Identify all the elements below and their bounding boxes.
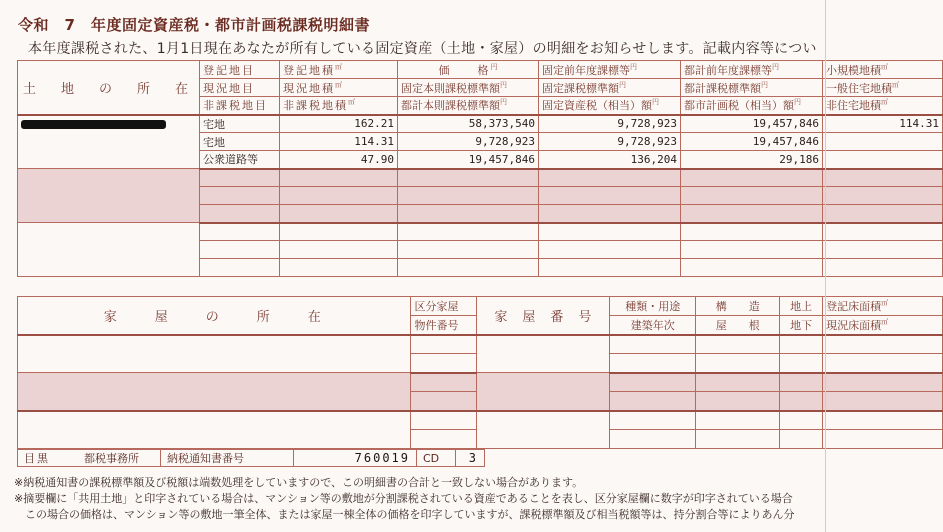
- land-location-header: 土 地 の 所 在: [18, 61, 200, 115]
- current-area-header: 現況地積㎡: [280, 79, 398, 97]
- tax-office-label: 都税事務所: [78, 450, 161, 467]
- registry-area-header: 登記地積㎡: [280, 61, 398, 79]
- table-row: [18, 223, 943, 241]
- current-category-value: 宅地: [200, 133, 280, 151]
- city-base-standard-value: 19,457,846: [398, 151, 539, 169]
- price-header: 価 格$^円$: [398, 61, 539, 79]
- fixed-tax-standard-value: 9,728,923: [539, 133, 681, 151]
- table-row: [18, 411, 943, 430]
- fixed-base-standard-value: 9,728,923: [398, 133, 539, 151]
- city-base-standard-header: 都計本則課税標準額$^円$: [398, 97, 539, 115]
- type-header: 種類・用途: [610, 297, 696, 316]
- property-number-header: 物件番号: [411, 316, 477, 335]
- nonresidential-value: [823, 151, 943, 169]
- table-row: [18, 115, 943, 133]
- city-prev-standard-value: 19,457,846: [681, 115, 823, 133]
- unit-header: 区分家屋: [411, 297, 477, 316]
- note-1: ※納税通知書の課税標準額及び税額は端数処理をしていますので、この明細書の合計と一致しない場合があります。: [14, 476, 584, 489]
- land-table: [17, 60, 943, 277]
- nontaxable-area-header: 非課税地積㎡: [280, 97, 398, 115]
- note-3: この場合の価格は、マンション等の敷地一筆全体、または家屋一棟全体の価格を印字していますが、課税標準額及び相当税額等は、持分割合等によりあん分: [14, 508, 795, 521]
- fixed-tax-amount-value: 136,204: [539, 151, 681, 169]
- current-category-header: 現況地目: [200, 79, 280, 97]
- document-title: 令和 7 年度固定資産税・都市計画税課税明細書: [18, 16, 370, 34]
- fixed-tax-standard-header: 固定課税標準額$^円$: [539, 79, 681, 97]
- table-row: [18, 373, 943, 392]
- nontaxable-area-value: 47.90: [280, 151, 398, 169]
- roof-header: 屋 根: [696, 316, 780, 335]
- below-header: 地下: [780, 316, 823, 335]
- paper-fold-line: [825, 0, 826, 532]
- house-location-header: 家 屋 の 所 在: [18, 297, 411, 335]
- city-tax-amount-header: 都市計画税（相当）額$^円$: [681, 97, 823, 115]
- fixed-prev-standard-header: 固定前年度課標等$^円$: [539, 61, 681, 79]
- registry-category-header: 登記地目: [200, 61, 280, 79]
- general-residential-value: [823, 133, 943, 151]
- city-prev-standard-header: 都計前年度課標等$^円$: [681, 61, 823, 79]
- notice-info-box: [17, 449, 485, 467]
- redacted-address: [18, 115, 200, 169]
- structure-header: 構 造: [696, 297, 780, 316]
- fixed-base-standard-header: 固定本則課税標準額$^円$: [398, 79, 539, 97]
- nontaxable-category-header: 非課税地目: [200, 97, 280, 115]
- note-2: ※摘要欄に「共用土地」と印字されている場合は、マンション等の敷地が分割課税されている資産であることを表し、区分家屋欄に数字が印字されている場合: [14, 492, 793, 505]
- general-residential-header: 一般住宅地積㎡: [823, 79, 943, 97]
- notice-number-label: 納税通知書番号: [161, 450, 294, 467]
- notice-number: 760019: [294, 450, 417, 467]
- cd-label: CD: [417, 450, 456, 467]
- cd-value: 3: [456, 450, 485, 467]
- house-table: [17, 296, 943, 449]
- current-floor-header: 現況床面積㎡: [823, 316, 943, 335]
- registry-floor-header: 登記床面積㎡: [823, 297, 943, 316]
- intro-text: 本年度課税された、1月1日現在あなたが所有している固定資産（土地・家屋）の明細をお知らせします。記載内容等につい: [28, 41, 817, 57]
- current-area-value: 114.31: [280, 133, 398, 151]
- city-tax-standard-header: 都計課税標準額$^円$: [681, 79, 823, 97]
- fixed-tax-amount-header: 固定資産税（相当）額$^円$: [539, 97, 681, 115]
- table-row: [18, 335, 943, 354]
- house-number-header: 家 屋 番 号: [477, 297, 610, 335]
- small-residential-value: 114.31: [823, 115, 943, 133]
- price-value: 58,373,540: [398, 115, 539, 133]
- small-residential-header: 小規模地積㎡: [823, 61, 943, 79]
- table-row: [18, 169, 943, 187]
- city-tax-amount-value: 29,186: [681, 151, 823, 169]
- above-header: 地上: [780, 297, 823, 316]
- registry-category-value: 宅地: [200, 115, 280, 133]
- nonresidential-header: 非住宅地積㎡: [823, 97, 943, 115]
- registry-area-value: 162.21: [280, 115, 398, 133]
- fixed-prev-standard-value: 9,728,923: [539, 115, 681, 133]
- city-tax-standard-value: 19,457,846: [681, 133, 823, 151]
- year-header: 建築年次: [610, 316, 696, 335]
- nontaxable-category-value: 公衆道路等: [200, 151, 280, 169]
- tax-office-name: 目黒: [18, 450, 79, 467]
